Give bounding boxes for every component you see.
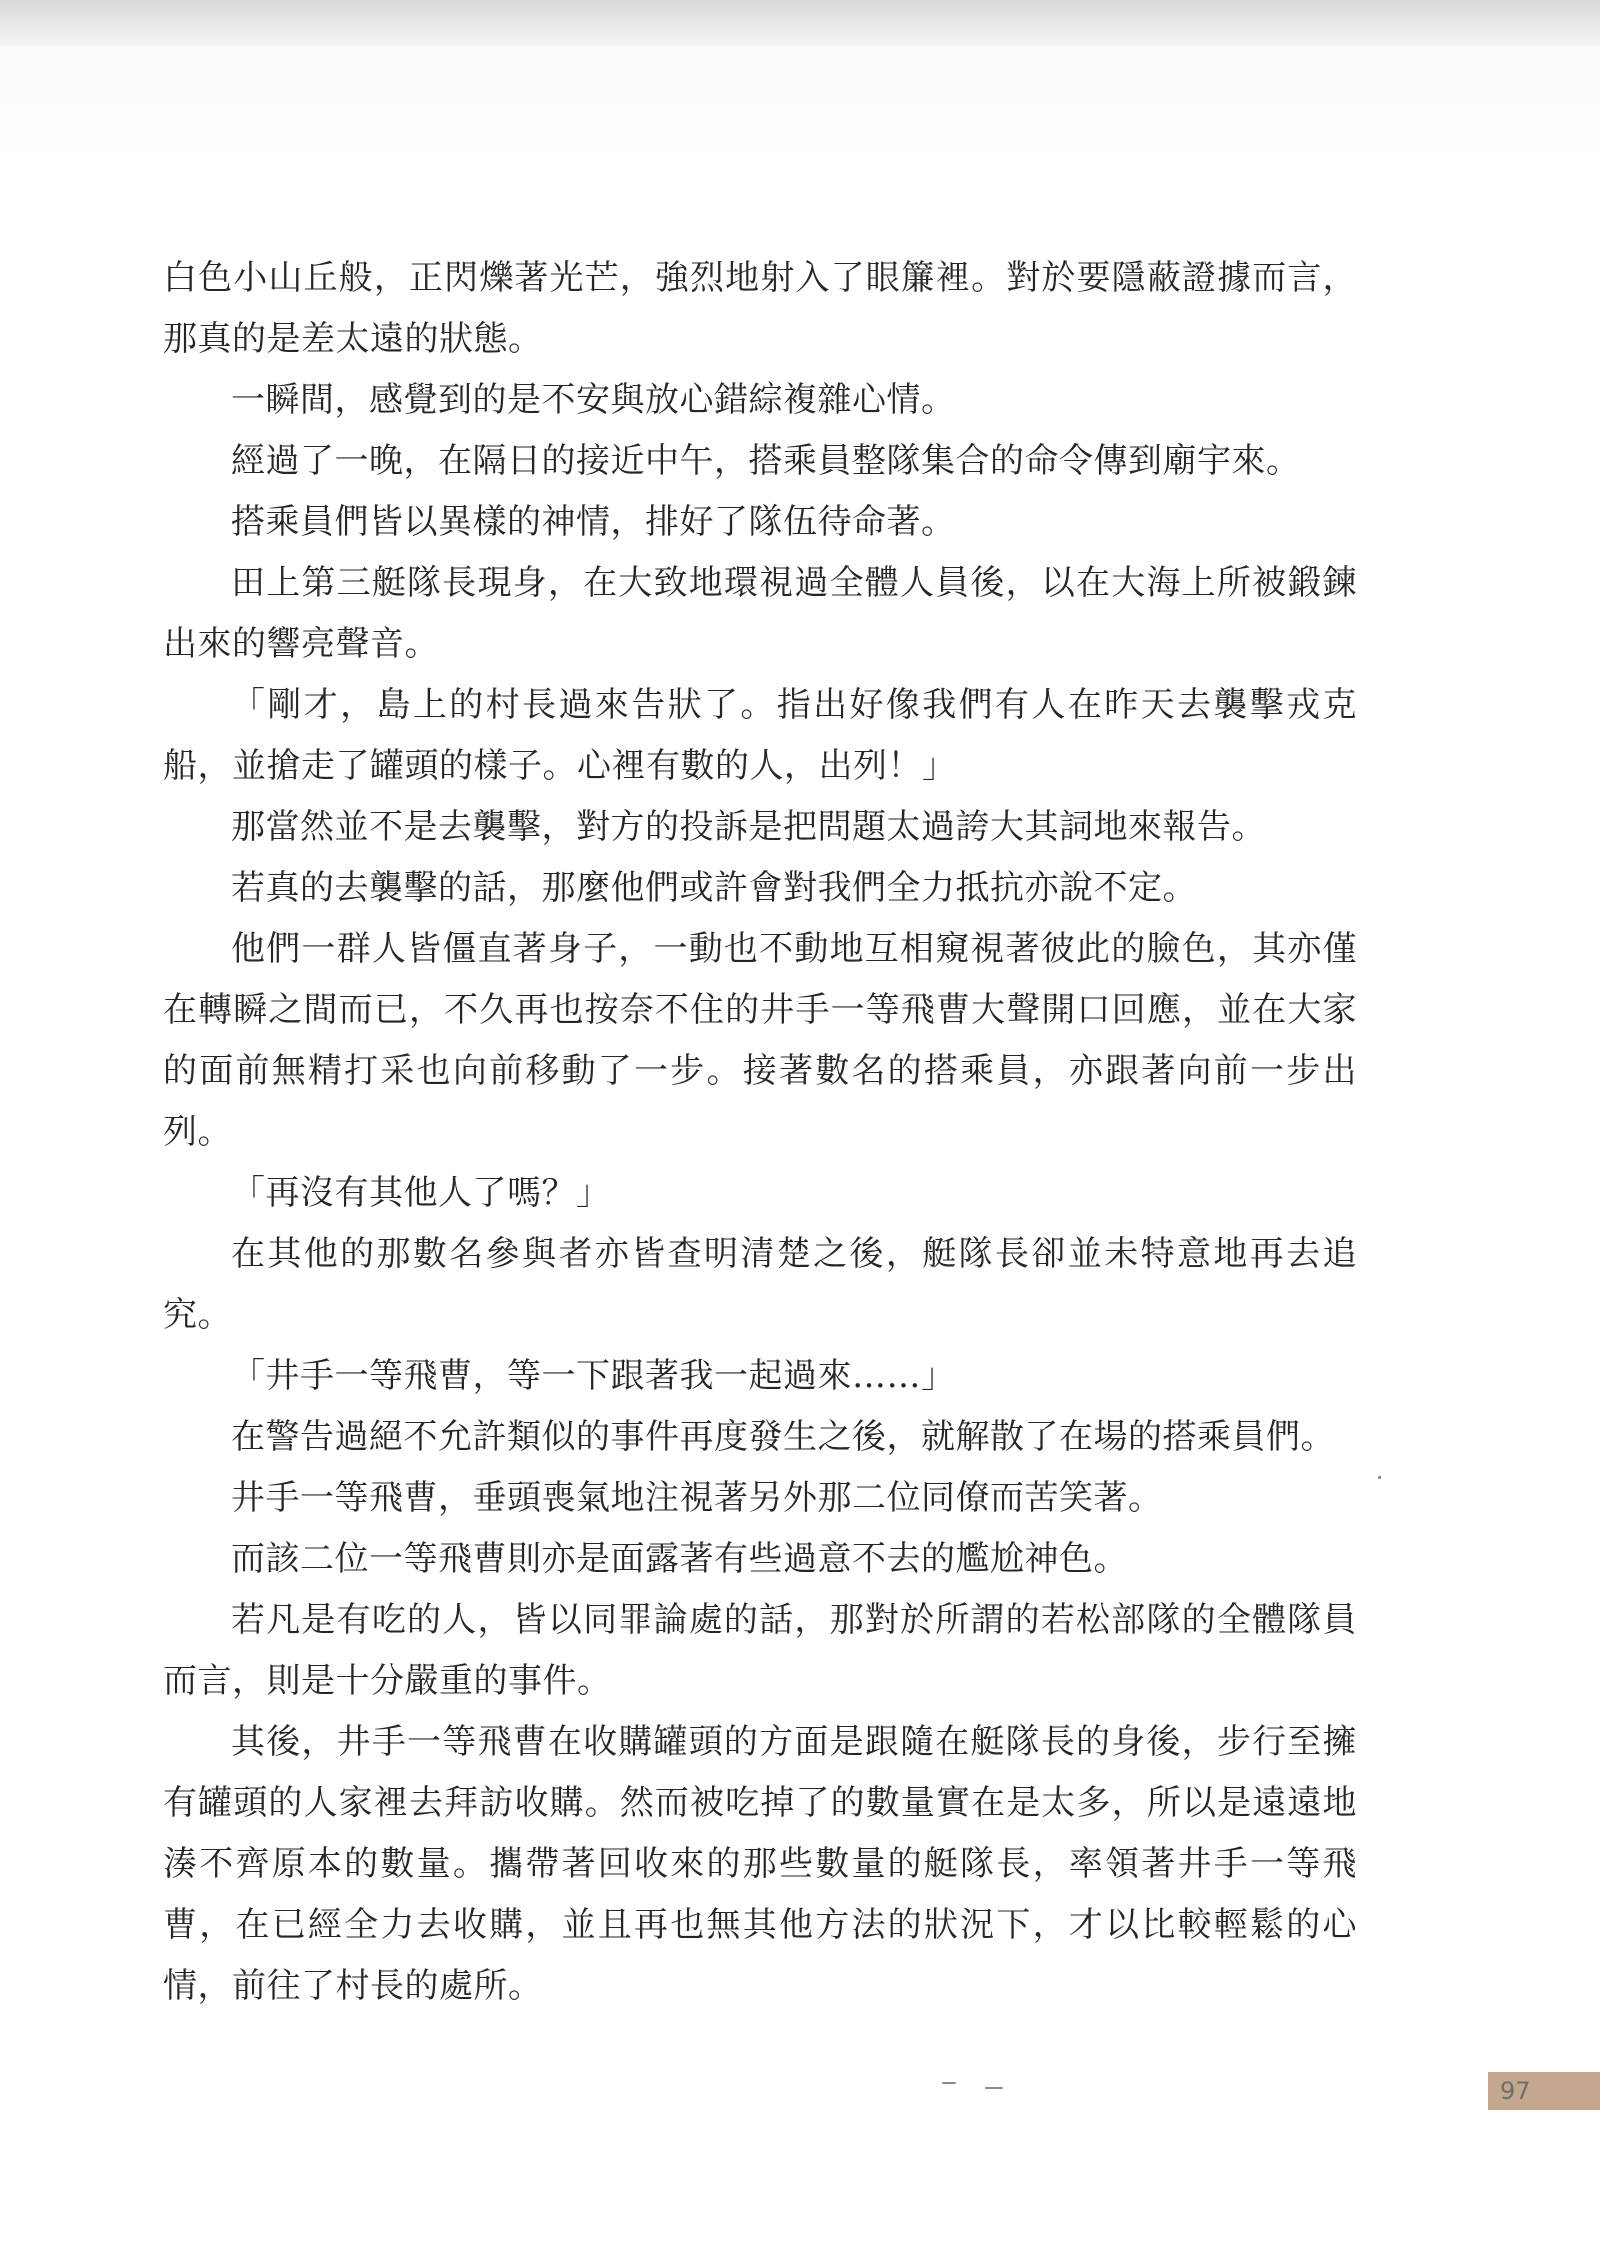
paragraph: 在其他的那數名參與者亦皆查明清楚之後，艇隊長卻並未特意地再去追究。 bbox=[163, 1234, 1357, 1335]
scan-speck bbox=[985, 2087, 1003, 2089]
body-text bbox=[163, 248, 1357, 2017]
paragraph: 搭乘員們皆以異樣的神情，排好了隊伍待命著。 bbox=[231, 502, 956, 542]
paragraph: 經過了一晚，在隔日的接近中午，搭乘員整隊集合的命令傳到廟宇來。 bbox=[231, 441, 1301, 481]
paragraph: 一瞬間，感覺到的是不安與放心錯綜複雜心情。 bbox=[231, 380, 956, 420]
paragraph: 若凡是有吃的人，皆以同罪論處的話，那對於所謂的若松部隊的全體隊員而言，則是十分嚴重的事件。 bbox=[163, 1600, 1357, 1701]
top-scan-band bbox=[0, 0, 1600, 46]
scan-speck bbox=[1378, 1476, 1381, 1479]
paragraph: 井手一等飛曹，垂頭喪氣地注視著另外那二位同僚而苦笑著。 bbox=[231, 1478, 1163, 1518]
paragraph: 那當然並不是去襲擊，對方的投訴是把問題太過誇大其詞地來報告。 bbox=[231, 807, 1266, 847]
paragraph: 田上第三艇隊長現身，在大致地環視過全體人員後，以在大海上所被鍛鍊出來的響亮聲音。 bbox=[163, 563, 1357, 664]
top-scan-shadow bbox=[0, 46, 1600, 156]
paragraph: 他們一群人皆僵直著身子，一動也不動地互相窺視著彼此的臉色，其亦僅在轉瞬之間而已，不久再也按奈不住的井手一等飛曹大聲開口回應，並在大家的面前無精打采也向前移動了一步。接著數名的搭乘員，亦跟著向前一步出列。 bbox=[163, 929, 1357, 1152]
scan-speck bbox=[942, 2082, 956, 2084]
paragraph: 白色小山丘般，正閃爍著光芒，強烈地射入了眼簾裡。對於要隱蔽證據而言，那真的是差太遠的狀態。 bbox=[163, 258, 1357, 359]
paragraph: 「井手一等飛曹，等一下跟著我一起過來……」 bbox=[231, 1356, 956, 1396]
paragraph: 「剛才，島上的村長過來告狀了。指出好像我們有人在昨天去襲擊戎克船，並搶走了罐頭的樣子。心裡有數的人，出列！」 bbox=[163, 685, 1357, 786]
page-number: 97 bbox=[1488, 2072, 1600, 2110]
paragraph: 在警告過絕不允許類似的事件再度發生之後，就解散了在場的搭乘員們。 bbox=[231, 1417, 1335, 1457]
paragraph: 「再沒有其他人了嗎？」 bbox=[231, 1173, 611, 1213]
paragraph: 其後，井手一等飛曹在收購罐頭的方面是跟隨在艇隊長的身後，步行至擁有罐頭的人家裡去拜訪收購。然而被吃掉了的數量實在是太多，所以是遠遠地湊不齊原本的數量。攜帶著回收來的那些數量的艇隊長，率領著井手一等飛曹，在已經全力去收購，並且再也無其他方法的狀況下，才以比較輕鬆的心情，前往了村長的處所。 bbox=[163, 1722, 1357, 2006]
paragraph: 而該二位一等飛曹則亦是面露著有些過意不去的尷尬神色。 bbox=[231, 1539, 1128, 1579]
paragraph: 若真的去襲擊的話，那麼他們或許會對我們全力抵抗亦說不定。 bbox=[231, 868, 1197, 908]
